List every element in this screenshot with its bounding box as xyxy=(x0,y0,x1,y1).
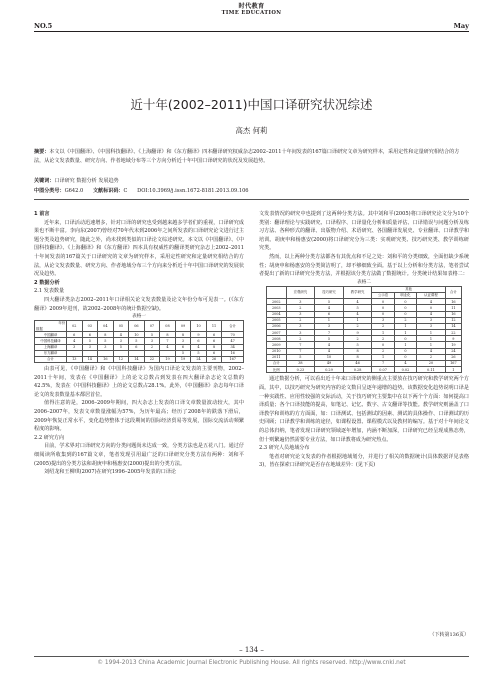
table2-header xyxy=(267,286,287,298)
table-cell: 5 xyxy=(191,350,207,356)
table-cell: 上海翻译 xyxy=(35,344,67,350)
table-cell: 4 xyxy=(67,338,83,344)
heading-research-direction: 2.2 研究方向 xyxy=(34,434,65,441)
keywords xyxy=(34,177,469,185)
table-cell: 5 xyxy=(343,342,372,348)
table-cell: 4 xyxy=(191,344,207,350)
table2-header-group: 其他 xyxy=(372,286,445,292)
table1-header: 08 xyxy=(160,321,176,332)
table-cell: 0.02 xyxy=(394,367,416,373)
table2-caption: 表格二 xyxy=(357,279,371,285)
table-cell: 1 xyxy=(417,342,446,348)
table-cell: 7 xyxy=(160,338,176,344)
table-cell: 7 xyxy=(315,330,344,336)
table-cell: 22 xyxy=(445,330,461,336)
table-cell: 0 xyxy=(372,305,394,311)
corner-year: 年份 xyxy=(58,321,65,326)
table-cell: 16 xyxy=(445,299,461,305)
table-cell: 2 xyxy=(372,323,394,329)
doi: DOI:10.3969/j.issn.1672-8181.2013.09.106 xyxy=(137,188,249,194)
table-cell: 5 xyxy=(144,332,160,338)
table-cell: 46 xyxy=(343,361,372,367)
table-cell: 5 xyxy=(82,338,98,344)
header-rule xyxy=(34,31,469,32)
table-cell: 0 xyxy=(372,299,394,305)
table2-header: 宏观研究 xyxy=(286,286,315,298)
table-cell: 2 xyxy=(343,323,372,329)
copyright-notice: © 1994-2013 China Academic Journal Electronic Publishing House. All rights reserved. http://www.cnki.net xyxy=(97,660,406,666)
table-cell: 14 xyxy=(445,323,461,329)
table-cell: 2 xyxy=(144,344,160,350)
table-cell: 13 xyxy=(67,356,83,362)
table-cell: 1 xyxy=(394,342,416,348)
table-cell: 7 xyxy=(286,348,315,354)
table-cell: 2 xyxy=(372,348,394,354)
corner-data: 数据 xyxy=(36,326,43,331)
table-cell: 东方翻译 xyxy=(35,350,67,356)
table-cell: 10 xyxy=(315,354,344,360)
table1-header: 09 xyxy=(175,321,191,332)
heading-author-regions: 2.3 研究人员地域分布 xyxy=(259,445,310,452)
table-cell: 2005 xyxy=(267,317,287,323)
table-cell: 3 xyxy=(175,338,191,344)
table-cell: 49 xyxy=(315,361,344,367)
table-cell: 9 xyxy=(191,332,207,338)
table-cell: 2010 xyxy=(267,348,287,354)
table-cell: 2 xyxy=(286,336,315,342)
table1-header: 11 xyxy=(206,321,222,332)
table-row xyxy=(35,356,244,362)
table-cell: 6 xyxy=(206,350,222,356)
table-cell: 14 xyxy=(129,356,145,362)
table-cell: 1 xyxy=(372,330,394,336)
table2-header: 公示语 xyxy=(372,292,394,298)
table-cell: 47 xyxy=(222,338,244,344)
table1-header: 05 xyxy=(113,321,129,332)
table-cell: 3 xyxy=(113,338,129,344)
table-cell: 5 xyxy=(343,305,372,311)
table-cell: 5 xyxy=(113,344,129,350)
table-cell: 4 xyxy=(417,348,446,354)
clc-value: G642.0 xyxy=(64,188,84,194)
table-cell: 6 xyxy=(82,332,98,338)
table-cell: 1 xyxy=(417,330,446,336)
table1 xyxy=(34,320,244,363)
clc-label: 中图分类号： xyxy=(34,188,65,194)
table2-header: 技巧研究 xyxy=(315,286,344,298)
table1-corner xyxy=(35,321,67,332)
table-cell: 2003 xyxy=(267,305,287,311)
table-cell: 11 xyxy=(445,305,461,311)
table-cell: 19 xyxy=(445,342,461,348)
table-cell: 4 xyxy=(343,311,372,317)
table-cell: 3 xyxy=(417,317,446,323)
table-cell: 24 xyxy=(191,356,207,362)
table-cell: 8 xyxy=(160,332,176,338)
table-cell: 2 xyxy=(286,317,315,323)
paragraph: 然而，以上两种分类方法都各有其优点和不足之处：刘和平的分类细致，全面但缺少系统性；胡庚申和杨惠安的分类简洁明了，却不够细致全面。基于以上分析和分类方法，笔者尝试者提出了新的口译研究分类方法，并根据该分类方法做了数据统计。分类统计结果如表格二： xyxy=(259,253,469,278)
table-cell: 中国科技翻译 xyxy=(35,338,67,344)
table2-header: 认证课程 xyxy=(417,292,446,298)
table-cell: 3 xyxy=(286,330,315,336)
keywords-label: 关键词： xyxy=(34,178,55,184)
table-cell: 2004 xyxy=(267,311,287,317)
right-column xyxy=(259,210,469,470)
table-cell: 24 xyxy=(445,348,461,354)
table-cell: 4 xyxy=(343,299,372,305)
heading-intro: 1 前言 xyxy=(34,211,50,217)
table-cell: 4 xyxy=(160,344,176,350)
table-cell: 1 xyxy=(315,317,344,323)
table-cell: 4 xyxy=(315,305,344,311)
paragraph: 笔者对研究论文发表的作者根据地域划分，并进行了相关的数据统计(具体数据详见表格3)，皆在探索口译研究是否存在地域差异：(见下页) xyxy=(259,453,469,469)
table-cell: 0.23 xyxy=(286,367,315,373)
left-column xyxy=(34,210,244,477)
classification-line xyxy=(34,187,469,195)
table-cell: 3 xyxy=(417,323,446,329)
table-cell: 9 xyxy=(445,336,461,342)
table-cell: 比例 xyxy=(267,367,287,373)
article-authors: 高杰 何莉 xyxy=(235,126,268,135)
table-cell: 3 xyxy=(82,344,98,350)
paragraph: 文发表情况的研究中也提到了这两种分类方法。其中刘和平(2005)将口译研究论文分为10个类别：翻译理论与实践研究、口译程序、口译量化分析和质量评估、口译错误与问题分析及练习方法、各种形式的翻译、出版物介绍、术语研究、各国翻译发展史、专业翻译、口译教学和培训。胡庚申和杨惠安(2000)将口译研究分为三类：实观研究类、技巧研究类、教学训练研究类。 xyxy=(259,211,469,252)
page-number: – 134 – xyxy=(239,646,264,654)
table-cell: 5 xyxy=(315,336,344,342)
issue-month: May xyxy=(453,22,469,30)
table-cell: 4 xyxy=(113,332,129,338)
table-cell: 9 xyxy=(343,330,372,336)
table-cell: 4 xyxy=(394,361,416,367)
journal-name-cn: 时代教育 xyxy=(238,3,265,10)
abstract-text: 本文以《中国翻译》、《中国科技翻译》、《上海翻译》和《东方翻译》四本翻译研究权威杂志2002–2011十年间发表的167篇口译研究文章为研究样本，采用定性和定量研究相结合的方法，从论文发表数量、研究方向、作者地域分布等三个方向分析近十年中国口译研究的状况及发展趋势。 xyxy=(34,149,460,164)
table-cell: 8 xyxy=(343,348,372,354)
table-cell: 0.11 xyxy=(417,367,446,373)
table1-header: 06 xyxy=(129,321,145,332)
table-cell: 20 xyxy=(417,361,446,367)
table-cell: 2008 xyxy=(267,336,287,342)
table-cell: 5 xyxy=(98,338,114,344)
table-cell: 1 xyxy=(343,317,372,323)
paragraph: 近年来，口译活动迅速增多，针对口译的研究也受到越来越多学者们的重视，口译研究成果也不断丰富。李向东(2007)曾经对70年代末到2006年之间所发表的口译研究论文进行过主题分类及趋势研究，随此之外，尚未找到类似的口译论文综述研究。本文以《中国翻译》、《中国科技翻译》、《上海翻译》和《东方翻译》四本具有权威性的翻译类研究杂志上2002–2011十年间发表的167篇关于口译研究的文章为研究样本，采用定性研究和定量研究相结合的方法，从论文发表数量、研究方向、作者地域分布三个方向来分析近十年中国口译研究的发展状况及趋势。 xyxy=(34,219,244,278)
table-cell: 2 xyxy=(343,336,372,342)
table-cell: 合计 xyxy=(35,356,67,362)
table-cell: 8 xyxy=(343,354,372,360)
doc-code-value: C xyxy=(123,188,128,194)
table-cell: 3 xyxy=(67,344,83,350)
table-cell: 0.07 xyxy=(372,367,394,373)
table-cell: 26 xyxy=(445,354,461,360)
issue-number: NO.5 xyxy=(34,22,53,30)
paragraph: 目前，学术界对口译研究方向的分类问题尚未达成一致，分类方法也是五花八门。通过仔细阅读所收集到的167篇文章，笔者发现引用最广泛的口译研究分类方法有两种：刘和平(2005)提出的分类方法和胡庚申和杨惠安(2000)提出的分类方法。 xyxy=(34,443,244,467)
table-cell: 12 xyxy=(445,317,461,323)
table-cell: 1 xyxy=(372,354,394,360)
table-row xyxy=(267,367,462,373)
table-cell: 6 xyxy=(175,344,191,350)
journal-name-en: TIME EDUCATION xyxy=(221,10,282,16)
table-cell: 6 xyxy=(206,332,222,338)
table-cell: 167 xyxy=(445,361,461,367)
table-cell: 0 xyxy=(394,348,416,354)
table1-header: 03 xyxy=(82,321,98,332)
table-cell: 2002 xyxy=(267,299,287,305)
continued-note: （下转第136页） xyxy=(429,632,469,638)
table-cell: 0 xyxy=(372,342,394,348)
table-cell: 3 xyxy=(315,323,344,329)
heading-data-analysis: 2 数据分析 xyxy=(34,279,60,286)
table-cell: 12 xyxy=(113,356,129,362)
table-cell: 2 xyxy=(372,336,394,342)
paragraph: 值得注意的是，2006–2009年期间，四大杂志上发表的口译文章数量波动较大，其中2006–2007年，发表文章数量涨幅为57%，为历年最高；经历了2008年的跌落下滑后，2009年恢复正常水平，变化趋势整体于这段期间的国际经济贸易等发展，国际交流活动频繁程度的影响。 xyxy=(34,400,244,433)
keywords-text: 口译研究 数据分析 发展趋势 xyxy=(54,178,119,184)
table-cell: 167 xyxy=(222,356,244,362)
table-cell: 8 xyxy=(206,344,222,350)
table-cell: 7 xyxy=(372,361,394,367)
table-cell: 2 xyxy=(286,305,315,311)
table-cell: 8 xyxy=(175,332,191,338)
table-cell: 3 xyxy=(144,338,160,344)
table-cell: 3 xyxy=(372,317,394,323)
table-cell: 2 xyxy=(394,317,416,323)
table-cell: 0 xyxy=(417,305,446,311)
table-cell: 0 xyxy=(394,311,416,317)
table-cell: 中国翻译 xyxy=(35,332,67,338)
table-cell: 2006 xyxy=(267,323,287,329)
paragraph: 刘绍龙和王柳琪(2007)在研究1996–2005年发表的口译论 xyxy=(44,469,177,476)
table-cell: 0.29 xyxy=(315,367,344,373)
table-cell: 1 xyxy=(394,323,416,329)
table-cell: 6 xyxy=(191,338,207,344)
table-cell: 1 xyxy=(417,336,446,342)
paragraph: 通过数据分析，可以看出近十年来口译研究的侧重点主要放在技巧研究和教学研究两个方面。其中，以技巧研究为研究内容的论文数目呈逐年递增的趋势。该数据变化趋势说明口译是一种实践性、应用性较强的交际活动，关于技巧研究主要集中在以下两个个方面：如何提高口译质量；各个口译技能的提高，如笔记、记忆、数字、古文翻译等技能。教学研究则涵盖了口译教学和训练的方方面面，如：口译测试、包括测试的因素、测试的具体操作、口译测试的历史回顾；口译教学和训练的途径，如课程设置、课程模式以及教材的编写。基于对十年间论文的总体归纳，笔者发现口译研究领域逐年增加，内涵不断加深，口译研究已经呈现成熟态势，但十则繁遍仍然需要专业方法，如口译教将成为研究热点。 xyxy=(259,376,469,443)
table-cell: 2 xyxy=(417,354,446,360)
abstract xyxy=(34,148,469,165)
table-cell: 3 xyxy=(286,299,315,305)
table2 xyxy=(266,286,462,374)
table-cell: 19 xyxy=(175,356,191,362)
paragraph: 四大翻译类杂志2002–2011年口译相关论文发表数量及论文年份分布可见表一。(《东方翻译》2009年进刊，故2002–2008年的统计数据空缺)。 xyxy=(34,296,244,312)
table-cell: 6 xyxy=(315,311,344,317)
table-cell: 8 xyxy=(98,332,114,338)
table-cell: 22 xyxy=(144,356,160,362)
table1-header: 02 xyxy=(67,321,83,332)
table-cell: 38 xyxy=(286,361,315,367)
table2-header: 职业化 xyxy=(394,292,416,298)
table1-header: 合计 xyxy=(222,321,244,332)
table2-header: 合计 xyxy=(445,286,461,298)
table-cell: 0 xyxy=(394,305,416,311)
table-cell: 0 xyxy=(394,299,416,305)
heading-publication-count: 2.1 发表数量 xyxy=(34,288,65,295)
table-cell: 26 xyxy=(206,356,222,362)
table-cell: 16 xyxy=(445,311,461,317)
table-cell: 4 xyxy=(417,311,446,317)
table-cell: 6 xyxy=(67,332,83,338)
table-cell: 7 xyxy=(286,342,315,348)
table1-header: 04 xyxy=(98,321,114,332)
table1-caption: 表格一 xyxy=(132,314,146,320)
table-cell: 6 xyxy=(206,338,222,344)
table-cell: 0.28 xyxy=(343,367,372,373)
table-cell: 0 xyxy=(372,311,394,317)
table-cell: 10 xyxy=(129,332,145,338)
table-cell: 3 xyxy=(286,311,315,317)
paragraph: 由表可见，《中国翻译》和《中国科技翻译》为国内口译论文发表的主要刊物，2002–2011十年间，发表在《中国翻译》上的论文总数占到发表在四大翻译杂志论文总数的42.5%，发表在《中国科技翻译》上的论文总数占28.1%。此外，《中国翻译》杂志每年口译论文的发表数量基本都居首位。 xyxy=(34,366,244,398)
table-cell: 0 xyxy=(394,354,416,360)
table-cell: 5 xyxy=(286,354,315,360)
table1-header: 10 xyxy=(191,321,207,332)
doc-code-label: 文献标识码： xyxy=(92,188,124,194)
article-title: 近十年(2002–2011)中国口译研究状况综述 xyxy=(130,97,373,112)
abstract-rule xyxy=(34,199,469,200)
table-cell: 2009 xyxy=(267,342,287,348)
table-cell: 3 xyxy=(286,323,315,329)
table1-header: 07 xyxy=(144,321,160,332)
table-cell: 16 xyxy=(98,356,114,362)
table-cell: 6 xyxy=(129,344,145,350)
table-cell: 16 xyxy=(222,350,244,356)
table-cell: 14 xyxy=(82,356,98,362)
table2-header: 教学研究 xyxy=(343,286,372,298)
table-cell: 4 xyxy=(417,299,446,305)
table-cell: 70 xyxy=(222,332,244,338)
table-cell: 5 xyxy=(175,350,191,356)
table-cell: 34 xyxy=(222,344,244,350)
table-cell: 2011 xyxy=(267,354,287,360)
table-cell: 19 xyxy=(160,356,176,362)
table-cell: 5 xyxy=(129,338,145,344)
footer-rule xyxy=(34,656,469,657)
table-cell: 0 xyxy=(394,336,416,342)
table-cell: 4 xyxy=(315,348,344,354)
table-cell: 1 xyxy=(394,330,416,336)
table-cell: 2007 xyxy=(267,330,287,336)
table-cell: 5 xyxy=(315,299,344,305)
table-cell: 1 xyxy=(445,367,461,373)
table-cell: 合计 xyxy=(267,361,287,367)
table-cell: 3 xyxy=(98,344,114,350)
abstract-label: 摘要： xyxy=(34,149,50,155)
table-cell: 4 xyxy=(315,342,344,348)
